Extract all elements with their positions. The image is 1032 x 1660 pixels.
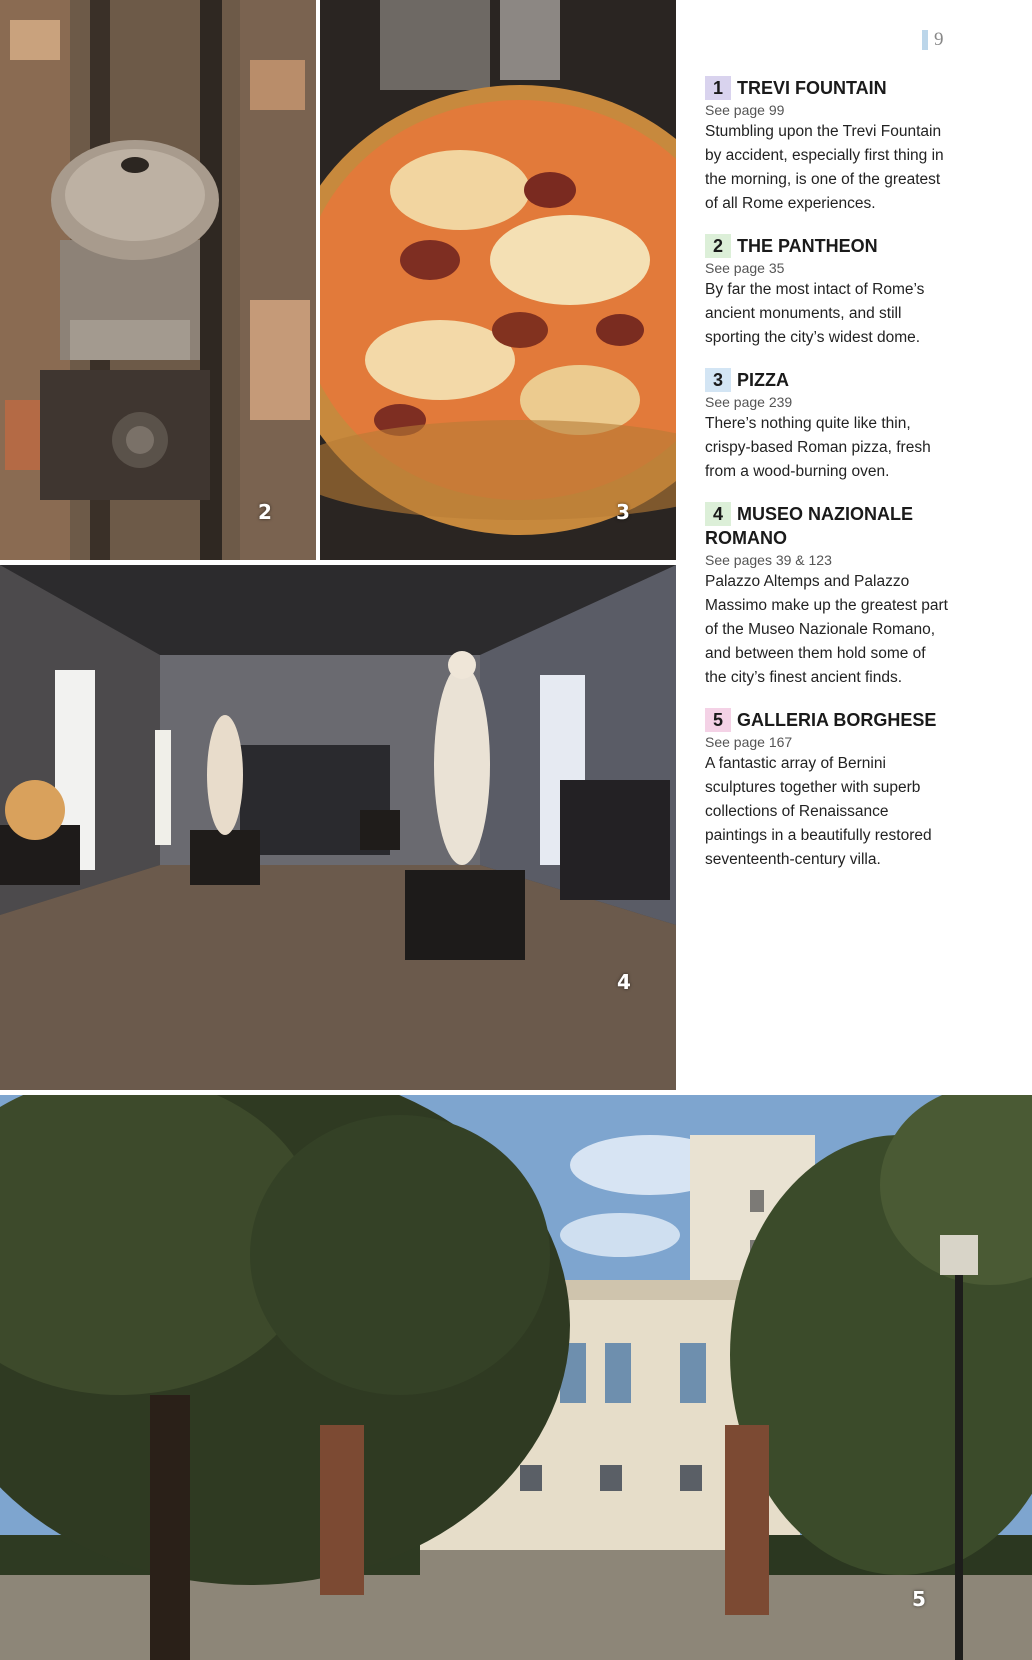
entry-heading xyxy=(705,708,950,732)
entry-number: 4 xyxy=(705,502,731,526)
entry-description: There’s nothing quite like thin, crispy-based Roman pizza, fresh from a wood-burning oven. xyxy=(705,415,931,480)
highlight-entry xyxy=(705,368,950,484)
entry-heading xyxy=(705,76,950,100)
entry-number: 3 xyxy=(705,368,731,392)
see-page-reference: See pages 39 & 123 xyxy=(705,552,832,568)
highlights-list xyxy=(705,76,950,890)
highlight-entry xyxy=(705,76,950,216)
entry-title: GALLERIA BORGHESE xyxy=(737,710,937,730)
highlight-entry xyxy=(705,502,950,690)
page-number: 9 xyxy=(922,30,944,50)
museum-gallery-photo xyxy=(0,565,676,1090)
highlight-entry xyxy=(705,234,950,350)
photo-number: 3 xyxy=(616,500,630,524)
entry-title: TREVI FOUNTAIN xyxy=(737,78,887,98)
entry-description: By far the most intact of Rome’s ancient monuments, and still sporting the city’s widest dome. xyxy=(705,281,925,346)
photo-number: 5 xyxy=(912,1587,926,1611)
see-page-reference: See page 167 xyxy=(705,734,793,750)
entry-title: PIZZA xyxy=(737,370,789,390)
photo-number: 2 xyxy=(258,500,272,524)
entry-description: Palazzo Altemps and Palazzo Massimo make up the greatest part of the Museo Nazionale Romano, and between them hold some of the city’s finest ancient finds. xyxy=(705,573,948,686)
entry-number: 5 xyxy=(705,708,731,732)
entry-heading xyxy=(705,368,950,392)
photo-number: 4 xyxy=(617,970,631,994)
see-page-reference: See page 35 xyxy=(705,260,785,276)
entry-heading xyxy=(705,502,950,550)
entry-title: MUSEO NAZIONALE ROMANO xyxy=(705,504,914,548)
see-page-reference: See page 239 xyxy=(705,394,793,410)
entry-number: 2 xyxy=(705,234,731,258)
see-page-reference: See page 99 xyxy=(705,102,785,118)
entry-description: Stumbling upon the Trevi Fountain by accident, especially first thing in the morning, is one of the greatest of all Rome experiences. xyxy=(705,123,944,212)
entry-title: THE PANTHEON xyxy=(737,236,878,256)
entry-description: A fantastic array of Bernini sculptures together with superb collections of Renaissance paintings in a beautifully restored seventeenth-century villa. xyxy=(705,755,932,868)
entry-number: 1 xyxy=(705,76,731,100)
pizza-photo xyxy=(320,0,676,560)
galleria-borghese-photo xyxy=(0,1095,1032,1660)
highlight-entry xyxy=(705,708,950,872)
entry-heading xyxy=(705,234,950,258)
pantheon-aerial-photo xyxy=(0,0,316,560)
